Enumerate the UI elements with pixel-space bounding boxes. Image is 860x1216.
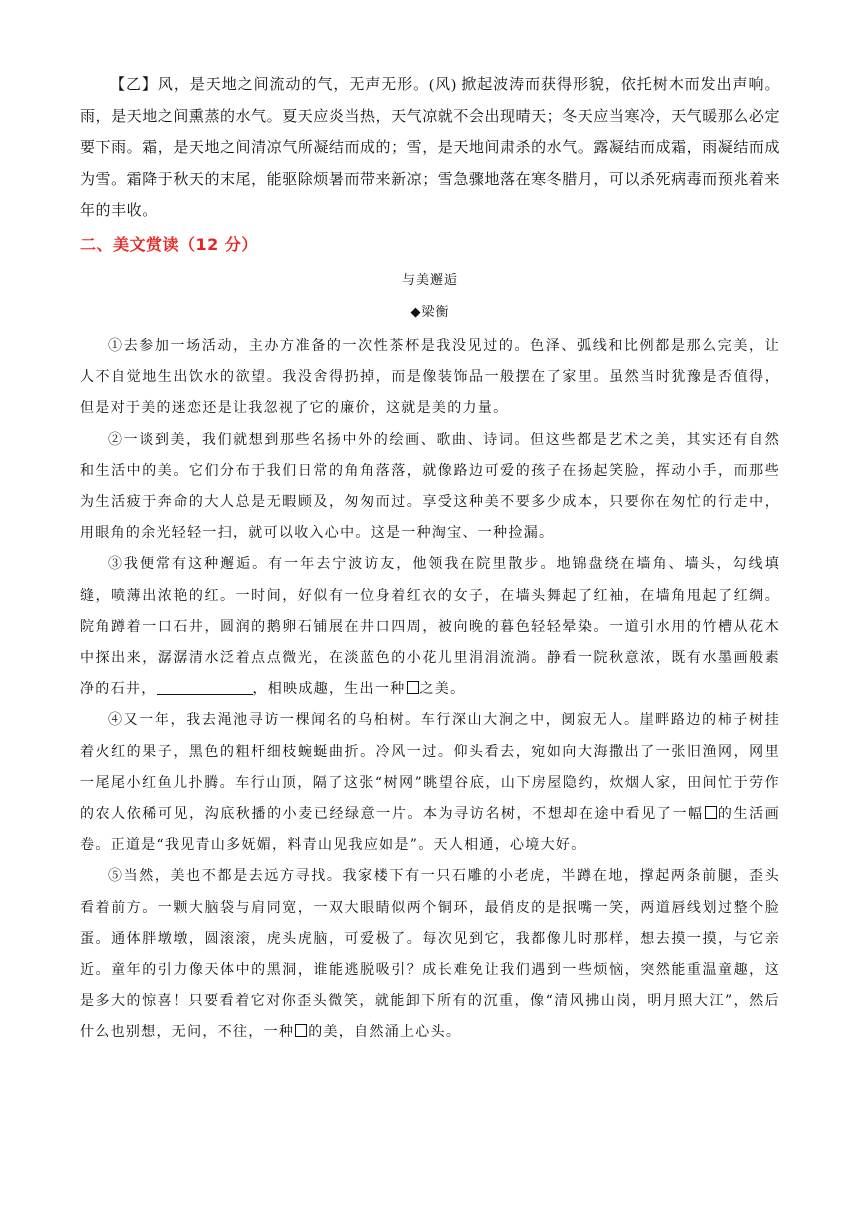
article-body (80, 331, 780, 1049)
paragraph-4-text-a: ④又一年，我去渑池寻访一棵闻名的乌桕树。车行深山大涧之中，阒寂无人。崖畔路边的柿子树挂着火红的果子，黑色的粗杆细枝蜿蜒曲折。冷风一过。仰头看去，宛如向大海撒出了一张旧渔网，网里一尾尾小红鱼儿扑腾。车行山顶，隔了这张“树网”眺望谷底，山下房屋隐约，炊烟人家，田间忙于劳作的农人依稀可见，沟底秋播的小麦已经绿意一片。本为寻访名树，不想却在途中看见了一幅 (80, 712, 780, 823)
paragraph-1: ①去参加一场活动，主办方准备的一次性茶杯是我没见过的。色泽、弧线和比例都是那么完美，让人不自觉地生出饮水的欲望。我没舍得扔掉，而是像装饰品一般摆在了家里。虽然当时犹豫是否值得，但是对于美的迷恋还是让我忽视了它的廉价，这就是美的力量。 (80, 338, 780, 417)
paragraph-5-text-a: ⑤当然，美也不都是去远方寻找。我家楼下有一只石雕的小老虎，半蹲在地，撑起两条前腿，歪头看着前方。一颗大脑袋与肩同宽，一双大眼睛似两个铜环，最俏皮的是抿嘴一笑，两道唇线划过整个脸蛋。通体胖墩墩，圆滚滚，虎头虎脑，可爱极了。每次见到它，我都像儿时那样，想去摸一摸，与它亲近。童年的引力像天体中的黑洞，谁能逃脱吸引？成长难免让我们遇到一些烦恼，突然能重温童趣，这是多大的惊喜！只要看着它对你歪头微笑，就能卸下所有的沉重，像“清风拂山岗，明月照大江”，然后什么也别想，无问，不往，一种 (80, 868, 780, 1041)
section-heading: 二、美文赏读（12 分） (80, 235, 258, 254)
paragraph-3-text-c: 之美。 (419, 681, 466, 698)
paragraph-5 (80, 861, 780, 1048)
fill-in-blank-box (705, 806, 717, 819)
paragraph-4 (80, 705, 780, 861)
fill-in-blank-box (407, 681, 419, 694)
passage-yi: 【乙】风，是天地之间流动的气，无声无形。(风) 掀起波涛而获得形貌，依托树木而发出声响。雨，是天地之间熏蒸的水气。夏天应炎当热，天气凉就不会出现晴天；冬天应当寒冷，天气暖那么必定要下雨。霜，是天地之间清凉气所凝结而成的；雪，是天地间肃杀的水气。露凝结而成霜，雨凝结而成为雪。霜降于秋天的末尾，能驱除烦暑而带来新凉；雪急骤地落在寒冬腊月，可以杀死病毒而预兆着来年的丰收。 (80, 77, 780, 219)
article-author: ◆梁衡 (410, 305, 450, 320)
fill-in-blank-box (295, 1024, 307, 1037)
paragraph-2: ②一谈到美，我们就想到那些名扬中外的绘画、歌曲、诗词。但这些都是艺术之美，其实还有自然和生活中的美。它们分布于我们日常的角角落落，就像路边可爱的孩子在扬起笑脸，挥动小手，而那些为生活疲于奔命的大人总是无暇顾及，匆匆而过。享受这种美不要多少成本，只要你在匆忙的行走中，用眼角的余光轻轻一扫，就可以收入心中。这是一种淘宝、一种捡漏。 (80, 431, 780, 542)
paragraph-3-text-b: ，相映成趣，生出一种 (252, 681, 406, 698)
article-title: 与美邂逅 (401, 273, 458, 288)
paragraph-3 (80, 549, 780, 705)
paragraph-5-text-b: 的美，自然涌上心头。 (308, 1024, 462, 1041)
paragraph-4-text-b: 的生活画卷。正道是“我见青山多妩媚，料青山见我应如是”。天人相通，心境大好。 (80, 806, 781, 854)
paragraph-3-text-a: ③我便常有这种邂逅。有一年去宁波访友，他领我在院里散步。地锦盘绕在墙角、墙头，勾线填缝，喷薄出浓艳的红。一时间，好似有一位身着红衣的女子，在墙头舞起了红袖，在墙角甩起了红绸。院角蹲着一口石井，圆润的鹅卵石铺展在井口四周，被向晚的暮色轻轻晕染。一道引水用的竹槽从花木中探出来，潺潺清水泛着点点微光，在淡蓝色的小花儿里涓涓流淌。静看一院秋意浓，既有水墨画般素净的石井， (80, 556, 780, 698)
fill-in-blank-line (157, 680, 253, 695)
